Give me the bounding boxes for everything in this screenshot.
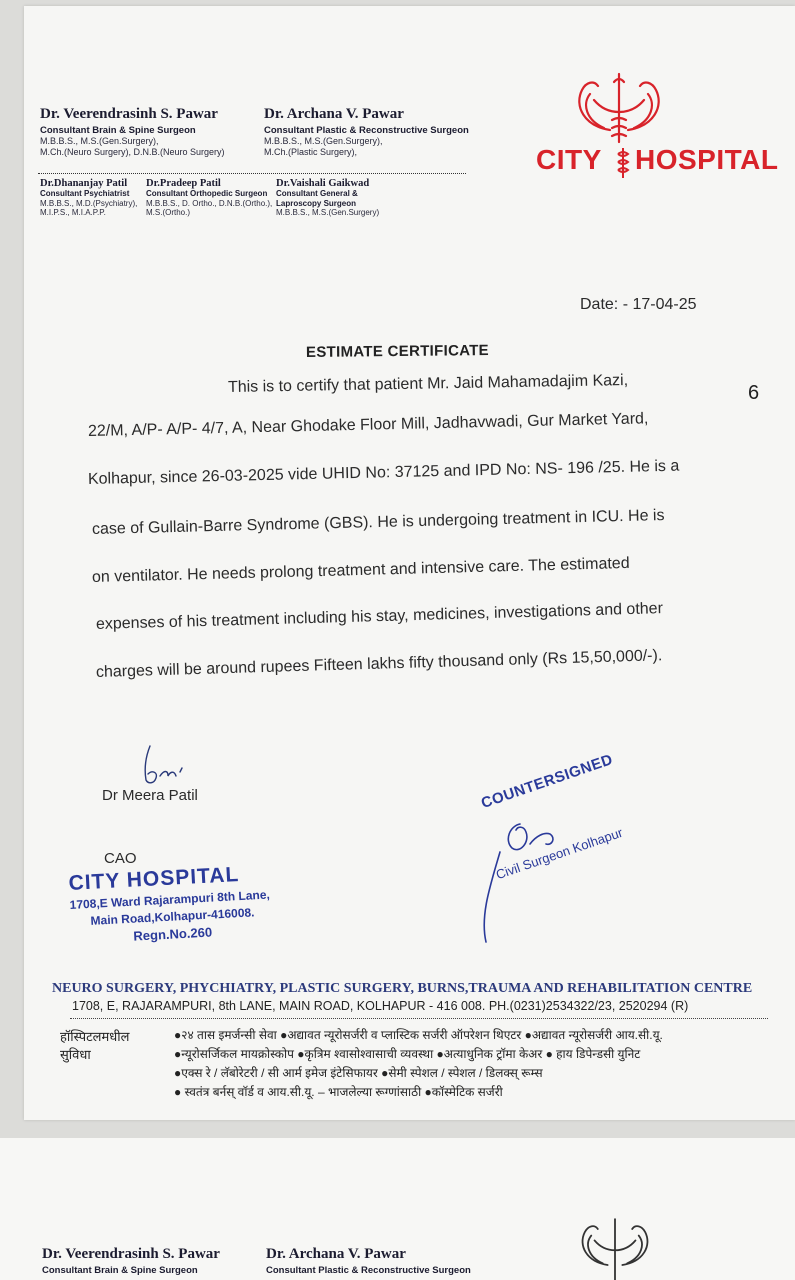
facilities-label <box>60 1028 129 1064</box>
doctor-name: Dr.Dhananjay Patil <box>40 178 128 189</box>
doctor-qualification: M.B.B.S., M.D.(Psychiatry), <box>40 198 138 208</box>
doctor-name: Dr.Vaishali Gaikwad <box>276 178 370 189</box>
footer-centre-name: NEURO SURGERY, PHYCHIATRY, PLASTIC SURGERY, BURNS,TRAUMA AND REHABILITATION CENTRE <box>52 981 753 996</box>
signature-icon <box>136 742 216 788</box>
page-side-number: 6 <box>748 382 760 404</box>
stamp-hospital-name: CITY HOSPITAL <box>68 863 240 895</box>
doctor-qualification: M.Ch.(Neuro Surgery), D.N.B.(Neuro Surgery) <box>40 147 225 157</box>
hospital-logo-icon <box>570 1214 660 1280</box>
certificate-title: ESTIMATE CERTIFICATE <box>305 342 490 361</box>
certificate-line: 22/M, A/P- A/P- 4/7, A, Near Ghodake Floor Mill, Jadhavwadi, Gur Market Yard, <box>87 410 649 440</box>
doctor-role: Consultant Brain & Spine Surgeon <box>40 125 196 136</box>
doctor-role: Consultant Brain & Spine Surgeon <box>42 1265 198 1276</box>
doctor-block-archana <box>264 106 469 158</box>
certificate-line: expenses of his treatment including his stay, medicines, investigations and other <box>95 600 664 633</box>
next-doctor-block-veerendrasinh <box>42 1246 220 1276</box>
brand-city: CITY <box>536 144 602 175</box>
doctor-qualification: M.Ch.(Plastic Surgery), <box>264 147 358 157</box>
facility-line: ● स्वतंत्र बर्नस् वॉर्ड व आय.सी.यू. – भाजलेल्या रूग्णांसाठी ●कॉस्मेटिक सर्जरी <box>174 1085 503 1099</box>
doctor-role: Consultant Orthopedic Surgeon <box>146 189 268 198</box>
doctor-role: Consultant Plastic & Reconstructive Surgeon <box>266 1265 471 1276</box>
facility-line: ●न्यूरोसर्जिकल मायक्रोस्कोप ●कृत्रिम श्वासोश्वासाची व्यवस्था ●अत्याधुनिक ट्रॉमा केअर ● हाय डिपेन्डसी युनिट <box>174 1047 641 1061</box>
signatory-designation: CAO <box>104 850 137 867</box>
certificate-line: This is to certify that patient Mr. Jaid Mahamadajim Kazi, <box>227 372 629 396</box>
certificate-line: case of Gullain-Barre Syndrome (GBS). He is undergoing treatment in ICU. He is <box>91 507 665 538</box>
countersign-signature-icon <box>460 796 590 946</box>
doctor-role: Consultant Plastic & Reconstructive Surgeon <box>264 125 469 136</box>
countersign-subtitle: Civil Surgeon Kolhapur <box>494 824 625 883</box>
caduceus-icon <box>615 146 631 180</box>
doctor-block-vaishali <box>276 178 406 218</box>
doctor-name: Dr.Pradeep Patil <box>146 178 221 189</box>
facility-line: ●एक्स रे / लॅबोरेटरी / सी आर्म इमेज इंटेसिफायर ●सेमी स्पेशल / स्पेशल / डिलक्स् रूम्स <box>174 1066 543 1080</box>
letterhead-page <box>24 6 795 1120</box>
doctor-role: Consultant Psychiatrist <box>40 189 130 198</box>
facilities-label-line: हॉस्पिटलमधील <box>60 1029 130 1044</box>
facilities-list <box>174 1026 663 1102</box>
doctor-qualification: M.B.B.S., D. Ortho., D.N.B.(Ortho.), <box>146 198 273 208</box>
footer-address: 1708, E, RAJARAMPURI, 8th LANE, MAIN ROAD, KOLHAPUR - 416 008. PH.(0231)2534322/23, 2520294 (R) <box>72 999 689 1013</box>
doctor-qualification: M.I.P.S., M.I.A.P.P. <box>40 208 106 217</box>
countersign-title: COUNTERSIGNED <box>479 751 616 813</box>
next-page <box>0 1138 795 1280</box>
stamp-registration: Regn.No.260 <box>133 924 213 944</box>
brand-hospital: HOSPITAL <box>635 144 779 175</box>
certificate-line: charges will be around rupees Fifteen lakhs fifty thousand only (Rs 15,50,000/-). <box>95 647 663 681</box>
next-doctor-block-archana <box>266 1246 471 1276</box>
signatory-name: Dr Meera Patil <box>102 787 198 804</box>
doctor-name: Dr. Archana V. Pawar <box>266 1246 406 1262</box>
doctor-qualification: M.S.(Ortho.) <box>146 208 191 217</box>
doctor-qualification: M.B.B.S., M.S.(Gen.Surgery), <box>40 136 159 146</box>
doctor-block-pradeep <box>146 178 276 218</box>
doctor-qualification: M.B.B.S., M.S.(Gen.Surgery) <box>276 208 380 217</box>
doctor-name: Dr. Veerendrasinh S. Pawar <box>40 106 218 122</box>
hospital-stamp <box>68 862 272 947</box>
stamp-address-line: Main Road,Kolhapur-416008. <box>90 905 255 928</box>
doctor-name: Dr. Archana V. Pawar <box>264 106 404 122</box>
stamp-address-line: 1708,E Ward Rajarampuri 8th Lane, <box>69 887 271 912</box>
footer-divider <box>70 1018 768 1019</box>
certificate-line: on ventilator. He needs prolong treatment and intensive care. The estimated <box>91 554 630 586</box>
header-divider <box>38 173 466 174</box>
doctor-block-dhananjay <box>40 178 145 218</box>
certificate-date: Date: - 17-04-25 <box>580 296 697 313</box>
doctor-qualification: M.B.B.S., M.S.(Gen.Surgery), <box>264 136 383 146</box>
facilities-label-line: सुविधा <box>60 1047 91 1062</box>
doctor-role: Laproscopy Surgeon <box>276 198 357 208</box>
doctor-role: Consultant General & <box>276 189 358 198</box>
certificate-line: Kolhapur, since 26-03-2025 vide UHID No: 37125 and IPD No: NS- 196 /25. He is a <box>87 457 680 488</box>
doctor-block-veerendrasinh <box>40 106 225 158</box>
doctor-name: Dr. Veerendrasinh S. Pawar <box>42 1246 220 1262</box>
facility-line: ●२४ तास इमर्जन्सी सेवा ●अद्यावत न्यूरोसर्जरी व प्लास्टिक सर्जरी ऑपरेशन थिएटर ●अद्यावत न्यूरोसर्जरी आय.सी.यू. <box>174 1028 663 1042</box>
hospital-logo-icon <box>564 68 674 148</box>
